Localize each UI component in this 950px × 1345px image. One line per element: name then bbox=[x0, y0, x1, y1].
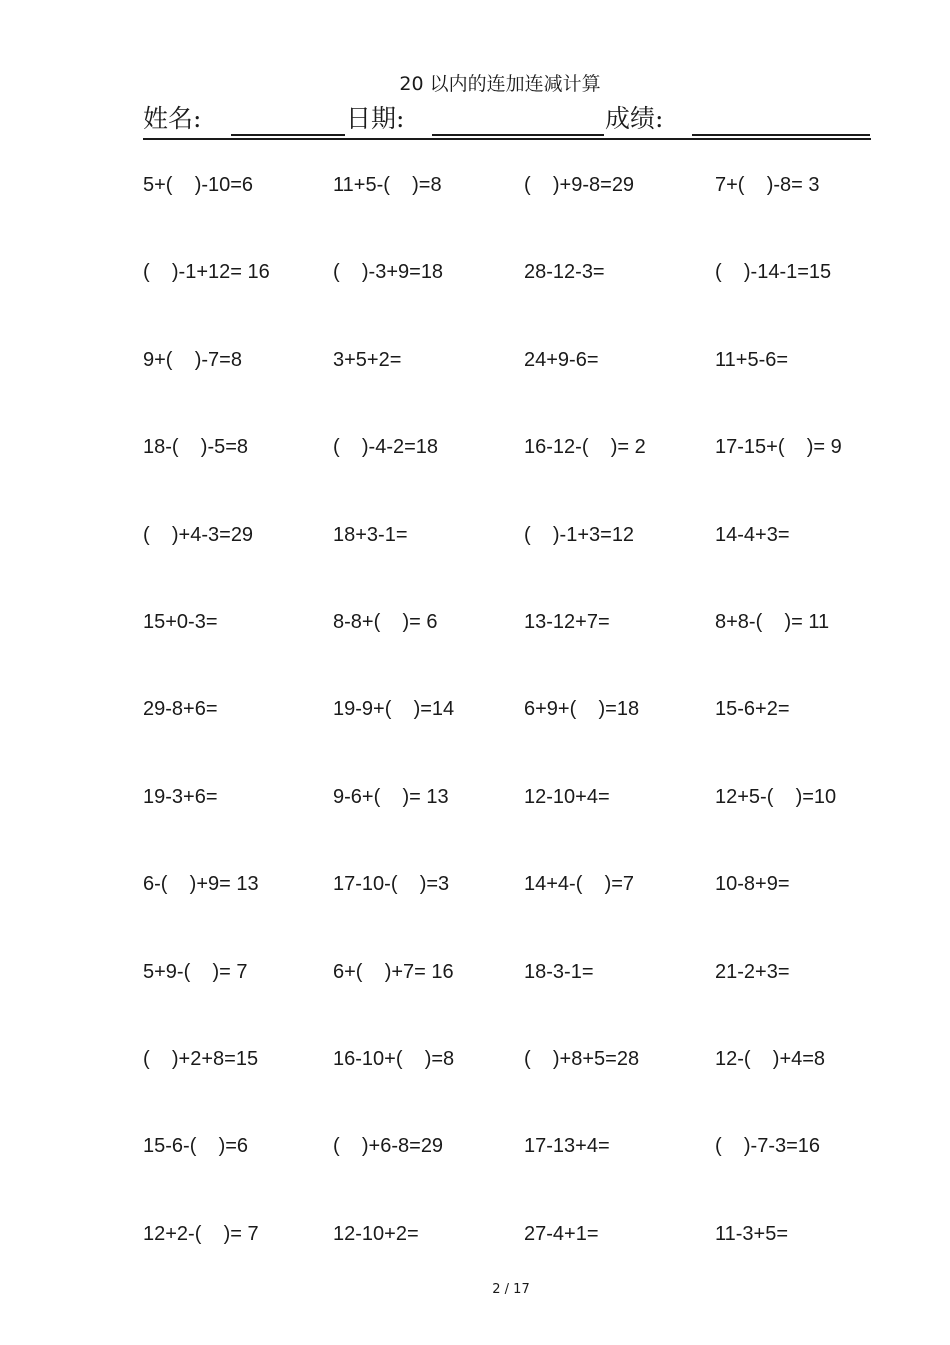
problem-r3-c3: 24+9-6= bbox=[524, 349, 599, 371]
problem-r2-c4: ( )-14-1=15 bbox=[715, 261, 832, 283]
problem-r2-c3: 28-12-3= bbox=[524, 261, 605, 283]
problem-r7-c2: 19-9+( )=14 bbox=[333, 698, 455, 720]
problem-r7-c3: 6+9+( )=18 bbox=[524, 698, 640, 720]
problem-r9-c1: 6-( )+9= 13 bbox=[143, 873, 259, 895]
problem-r10-c4: 21-2+3= bbox=[715, 961, 790, 983]
problem-r1-c3: ( )+9-8=29 bbox=[524, 174, 635, 196]
problem-r4-c1: 18-( )-5=8 bbox=[143, 436, 249, 458]
problem-r2-c1: ( )-1+12= 16 bbox=[143, 261, 270, 283]
problem-r6-c1: 15+0-3= bbox=[143, 611, 218, 633]
problem-r4-c2: ( )-4-2=18 bbox=[333, 436, 439, 458]
problem-r13-c1: 12+2-( )= 7 bbox=[143, 1223, 259, 1245]
problem-r12-c3: 17-13+4= bbox=[524, 1135, 610, 1157]
problem-r9-c2: 17-10-( )=3 bbox=[333, 873, 450, 895]
problem-r9-c4: 10-8+9= bbox=[715, 873, 790, 895]
problem-r4-c3: 16-12-( )= 2 bbox=[524, 436, 646, 458]
problem-r8-c2: 9-6+( )= 13 bbox=[333, 786, 449, 808]
problem-r13-c4: 11-3+5= bbox=[715, 1223, 789, 1245]
problem-grid bbox=[143, 0, 903, 1345]
problem-r7-c4: 15-6+2= bbox=[715, 698, 790, 720]
problem-r8-c1: 19-3+6= bbox=[143, 786, 218, 808]
problem-r11-c2: 16-10+( )=8 bbox=[333, 1048, 455, 1070]
problem-r5-c1: ( )+4-3=29 bbox=[143, 524, 254, 546]
problem-r12-c2: ( )+6-8=29 bbox=[333, 1135, 444, 1157]
problem-r8-c3: 12-10+4= bbox=[524, 786, 610, 808]
problem-r10-c2: 6+( )+7= 16 bbox=[333, 961, 454, 983]
problem-r1-c4: 7+( )-8= 3 bbox=[715, 174, 820, 196]
problem-r10-c1: 5+9-( )= 7 bbox=[143, 961, 248, 983]
problem-r1-c1: 5+( )-10=6 bbox=[143, 174, 254, 196]
problem-r11-c1: ( )+2+8=15 bbox=[143, 1048, 259, 1070]
score-label: 成绩: bbox=[605, 104, 664, 133]
problem-r3-c2: 3+5+2= bbox=[333, 349, 402, 371]
problem-r5-c3: ( )-1+3=12 bbox=[524, 524, 635, 546]
problem-r5-c2: 18+3-1= bbox=[333, 524, 408, 546]
problem-r3-c4: 11+5-6= bbox=[715, 349, 789, 371]
problem-r4-c4: 17-15+( )= 9 bbox=[715, 436, 842, 458]
problem-r11-c3: ( )+8+5=28 bbox=[524, 1048, 640, 1070]
problem-r6-c3: 13-12+7= bbox=[524, 611, 610, 633]
problem-r12-c1: 15-6-( )=6 bbox=[143, 1135, 249, 1157]
problem-r6-c2: 8-8+( )= 6 bbox=[333, 611, 438, 633]
page-number: 2 / 17 bbox=[492, 1282, 530, 1297]
problem-r13-c3: 27-4+1= bbox=[524, 1223, 599, 1245]
problem-r9-c3: 14+4-( )=7 bbox=[524, 873, 635, 895]
problem-r3-c1: 9+( )-7=8 bbox=[143, 349, 242, 371]
problem-r8-c4: 12+5-( )=10 bbox=[715, 786, 837, 808]
problem-r7-c1: 29-8+6= bbox=[143, 698, 218, 720]
problem-r2-c2: ( )-3+9=18 bbox=[333, 261, 444, 283]
problem-r5-c4: 14-4+3= bbox=[715, 524, 790, 546]
problem-r12-c4: ( )-7-3=16 bbox=[715, 1135, 821, 1157]
problem-r1-c2: 11+5-( )=8 bbox=[333, 174, 442, 196]
date-label: 日期: bbox=[346, 104, 405, 133]
problem-r10-c3: 18-3-1= bbox=[524, 961, 594, 983]
name-label: 姓名: bbox=[143, 104, 202, 133]
page-title: 20 以内的连加连减计算 bbox=[399, 73, 601, 95]
problem-r6-c4: 8+8-( )= 11 bbox=[715, 611, 830, 633]
problem-r11-c4: 12-( )+4=8 bbox=[715, 1048, 826, 1070]
problem-r13-c2: 12-10+2= bbox=[333, 1223, 419, 1245]
